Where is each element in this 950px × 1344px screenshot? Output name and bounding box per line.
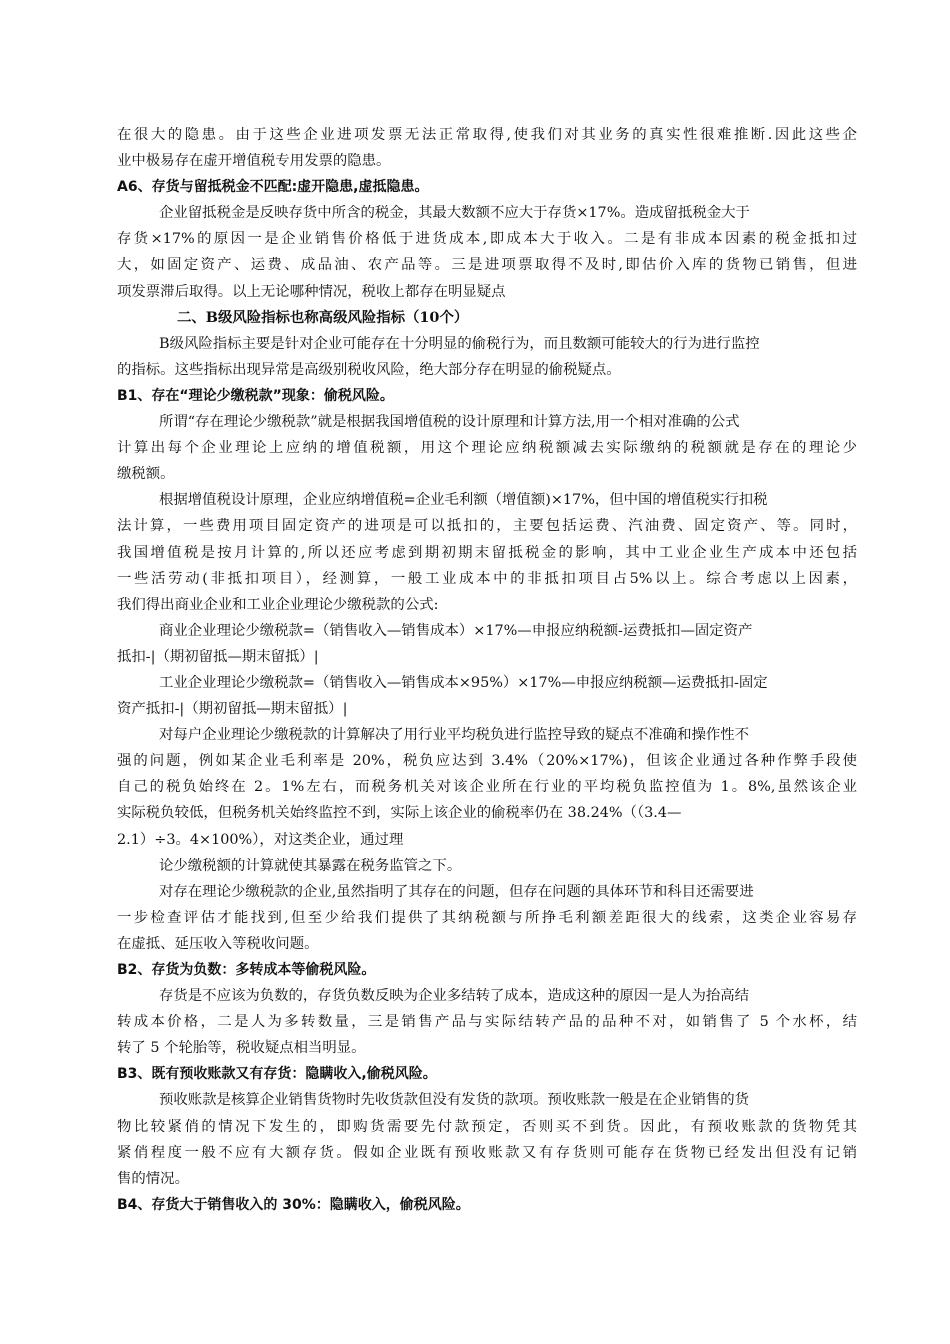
- paragraph-line: 存货×17%的原因一是企业销售价格低于进货成本,即成本大于收入。二是有非成本因素的税金抵扣过: [117, 231, 857, 248]
- paragraph-line: 我们得出商业企业和工业企业理论少缴税款的公式:: [117, 596, 439, 613]
- paragraph-line: 物比较紧俏的情况下发生的，即购货需要先付款预定，否则买不到货。因此，有预收账款的货物凭其: [117, 1118, 857, 1135]
- paragraph-line: 转成本价格，二是人为多转数量，三是销售产品与实际结转产品的品种不对，如销售了 5 个水杯，结: [117, 1014, 857, 1031]
- paragraph-line: 售的情况。: [117, 1170, 189, 1187]
- paragraph-first-line: 商业企业理论少缴税款=（销售收入—销售成本）×17%—申报应纳税额-运费抵扣—固定资产: [159, 622, 753, 639]
- paragraph-line: 自己的税负始终在 2。1%左右，而税务机关对该企业所在行业的平均税负监控值为 1。8%,虽然该企业: [117, 779, 857, 796]
- paragraph-line: 实际税负较低，但税务机关始终监控不到，实际上该企业的偷税率仍在 38.24%（（3.4—: [117, 805, 682, 822]
- paragraph-first-line: 论少缴税额的计算就使其暴露在税务监管之下。: [159, 857, 462, 874]
- paragraph-line: 计算出每个企业理论上应纳的增值税额，用这个理论应纳税额减去实际缴纳的税额就是存在的理论少: [117, 440, 857, 457]
- paragraph-line: 一步检查评估才能找到,但至少给我们提供了其纳税额与所挣毛利额差距很大的线索，这类企业容易存: [117, 909, 857, 926]
- paragraph-line: 缴税额。: [117, 466, 175, 483]
- paragraph-line: 的指标。这些指标出现异常是高级别税收风险，绝大部分存在明显的偷税疑点。: [117, 361, 621, 378]
- paragraph-line: 我国增值税是按月计算的,所以还应考虑到期初期末留抵税金的影响，其中工业企业生产成本中还包括: [117, 544, 857, 561]
- paragraph-line: 法计算，一些费用项目固定资产的进项是可以抵扣的，主要包括运费、汽油费、固定资产、等。同时，: [117, 518, 857, 535]
- paragraph-line: 在虚抵、延压收入等税收问题。: [117, 935, 319, 952]
- paragraph-first-line: 对存在理论少缴税款的企业,虽然指明了其存在的问题，但存在问题的具体环节和科目还需要进: [159, 883, 754, 900]
- paragraph-line: 在很大的隐患。由于这些企业进项发票无法正常取得,使我们对其业务的真实性很难推断.因此这些企: [117, 127, 857, 143]
- paragraph-line: 大，如固定资产、运费、成品油、农产品等。三是进项票取得不及时,即估价入库的货物已销售，但进: [117, 257, 857, 274]
- paragraph-first-line: 对每户企业理论少缴税款的计算解决了用行业平均税负进行监控导致的疑点不准确和操作性不: [159, 727, 750, 744]
- paragraph-first-line: 企业留抵税金是反映存货中所含的税金，其最大数额不应大于存货×17%。造成留抵税金大于: [159, 205, 750, 222]
- paragraph-first-line: 存货是不应该为负数的，存货负数反映为企业多结转了成本，造成这种的原因一是人为抬高结: [159, 988, 750, 1005]
- paragraph-line: 资产抵扣-|（期初留抵—期末留抵）|: [117, 701, 348, 718]
- paragraph-line: 紧俏程度一般不应有大额存货。假如企业既有预收账款又有存货则可能存在货物已经发出但没有记销: [117, 1144, 857, 1161]
- section-heading: B1、存在“理论少缴税款”现象：偷税风险。: [117, 387, 394, 404]
- section-heading: B4、存货大于销售收入的 30%：隐瞒收入，偷税风险。: [117, 1196, 470, 1213]
- paragraph-first-line: 所谓“存在理论少缴税款”就是根据我国增值税的设计原理和计算方法,用一个相对准确的公式: [159, 414, 740, 431]
- paragraph-line: 抵扣-|（期初留抵—期末留抵）|: [117, 648, 319, 665]
- paragraph-line: 项发票滞后取得。以上无论哪种情况，税收上都存在明显疑点: [117, 283, 506, 300]
- section-heading: B2、存货为负数：多转成本等偷税风险。: [117, 962, 376, 978]
- paragraph-first-line: 根据增值税设计原理，企业应纳增值税=企业毛利额（增值额)×17%，但中国的增值税实行扣税: [159, 492, 768, 509]
- paragraph-line: 一些活劳动(非抵扣项目），经测算，一般工业成本中的非抵扣项目占5%以上。综合考虑以上因素，: [117, 570, 857, 587]
- section-heading: B3、既有预收账款又有存货：隐瞒收入,偷税风险。: [117, 1066, 437, 1083]
- paragraph-line: 转了 5 个轮胎等，税收疑点相当明显。: [117, 1040, 366, 1057]
- paragraph-first-line: 工业企业理论少缴税款=（销售收入—销售成本×95%）×17%—申报应纳税额—运费抵扣-固定: [159, 674, 768, 691]
- paragraph-line: 2.1）÷3。4×100%），对这类企业，通过理: [117, 831, 404, 848]
- paragraph-first-line: B级风险指标主要是针对企业可能存在十分明显的偷税行为，而且数额可能较大的行为进行监控: [159, 335, 760, 352]
- paragraph-first-line: 预收账款是核算企业销售货物时先收货款但没有发货的款项。预收账款一般是在企业销售的货: [159, 1092, 750, 1109]
- document-body: [117, 122, 857, 1218]
- paragraph-line: 强的问题，例如某企业毛利率是 20%，税负应达到 3.4%（20%×17%)，但该企业通过各种作弊手段使: [117, 753, 857, 770]
- section-heading: A6、存货与留抵税金不匹配:虚开隐患,虚抵隐患。: [117, 179, 429, 196]
- paragraph-line: 业中极易存在虚开增值税专用发票的隐患。: [117, 153, 391, 170]
- chapter-heading: 二、B级风险指标也称高级风险指标（10个）: [177, 308, 469, 326]
